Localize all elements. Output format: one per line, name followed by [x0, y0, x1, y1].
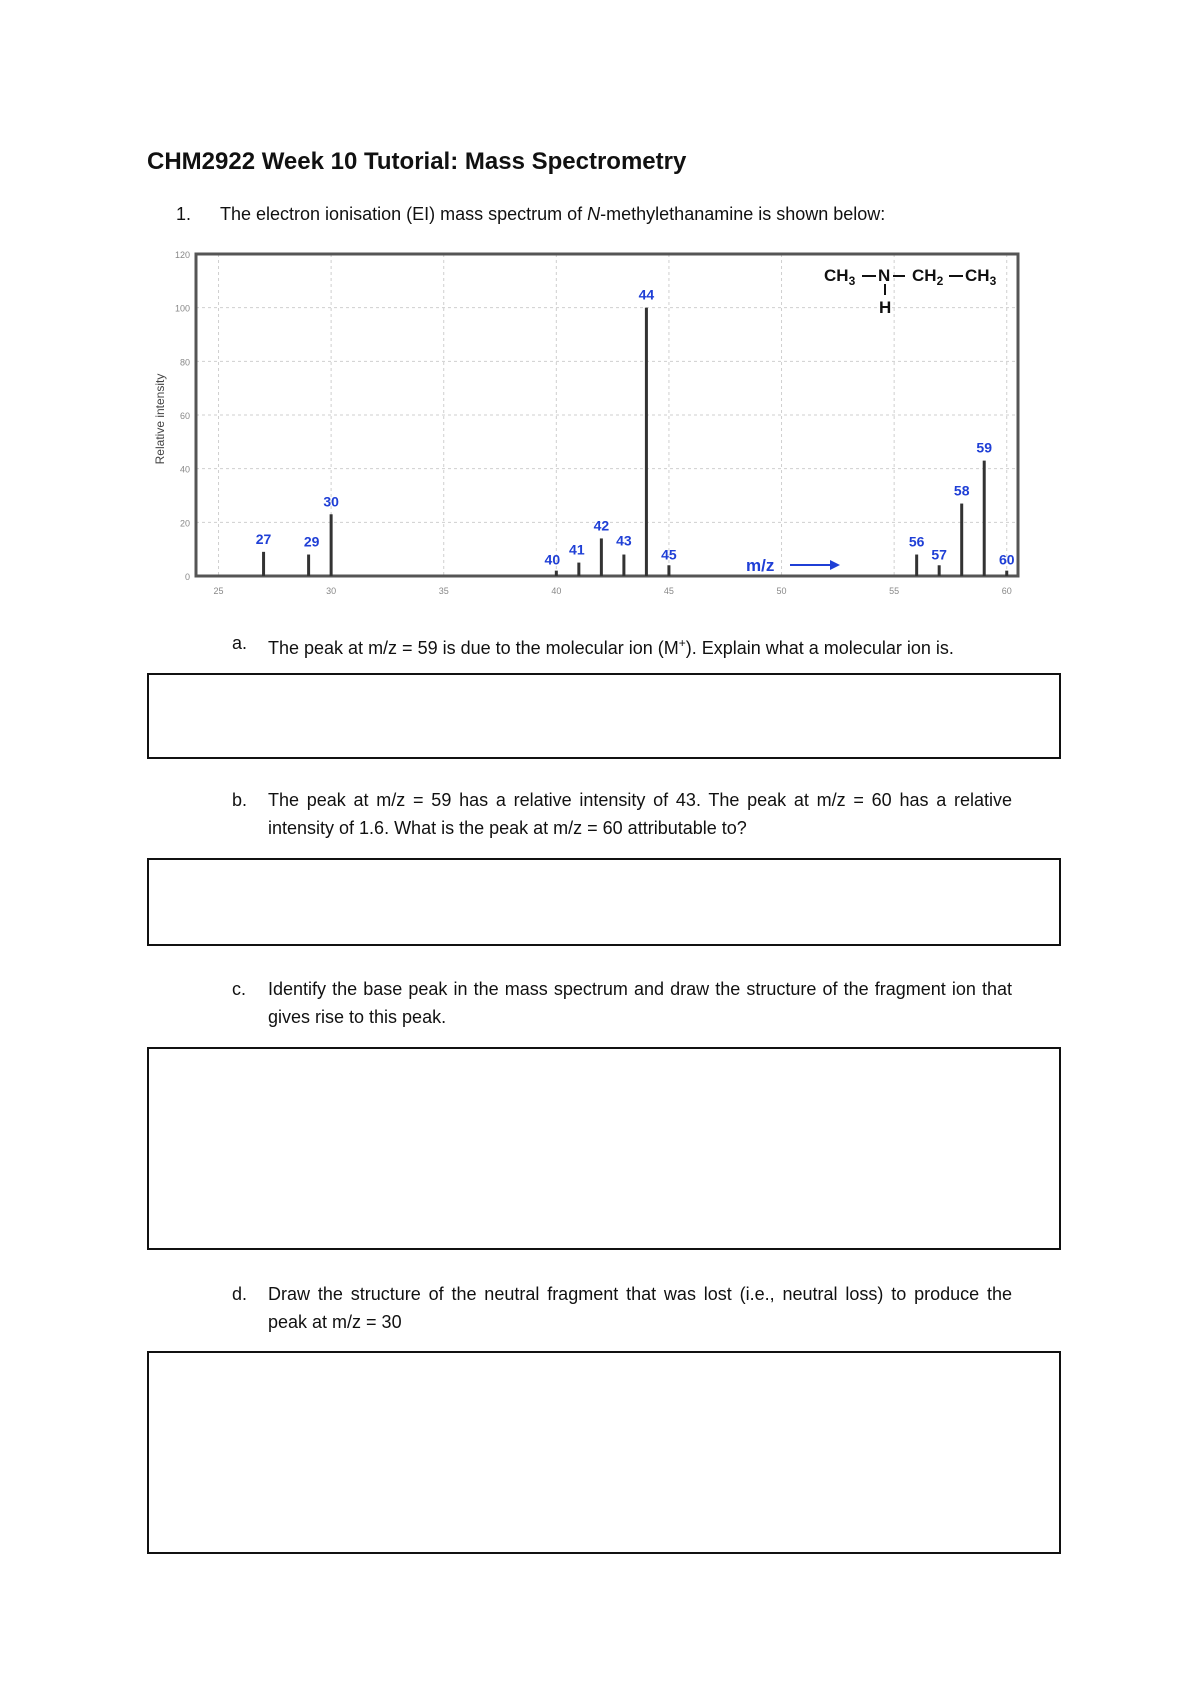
- structure-ch2: $CH_2$: [912, 266, 944, 288]
- y-tick-label: 0: [184, 572, 190, 582]
- x-tick-label: 25: [213, 586, 224, 596]
- peak-bar: [600, 538, 603, 576]
- y-tick-label: 80: [179, 357, 190, 368]
- peak-bar: [667, 565, 670, 576]
- peak-bar: [330, 514, 333, 576]
- answer-box-b[interactable]: [147, 858, 1061, 946]
- subquestion-a-superscript: +: [678, 636, 686, 650]
- peak-label: 60: [998, 551, 1015, 568]
- answer-box-a[interactable]: [147, 673, 1061, 759]
- structure-h: H: [879, 298, 892, 317]
- subquestion-letter: a.: [232, 633, 248, 653]
- subquestion-letter: b.: [232, 790, 248, 810]
- question-text: [220, 204, 885, 225]
- subquestion-text: The peak at m/z = 59 has a relative intensity of 43. The peak at m/z = 60 has a relative intensity of 1.6. What is the peak at m/z = 60 attributable to?: [268, 790, 1012, 838]
- y-axis-ticks: [175, 250, 190, 582]
- peak-label: 27: [255, 530, 272, 547]
- mz-arrow-head: [830, 560, 840, 570]
- peak-bar: [555, 571, 558, 576]
- structure-ch3-right: $CH_3$: [965, 266, 997, 288]
- peak-bar: [262, 552, 265, 576]
- x-tick-label: 50: [776, 586, 787, 596]
- subquestion-a-text-after: ). Explain what a molecular ion is.: [685, 638, 954, 658]
- y-tick-label: 120: [174, 250, 190, 260]
- subquestion-letter: c.: [232, 979, 247, 999]
- x-axis-label: m/z: [746, 556, 775, 575]
- subquestion-text: Draw the structure of the neutral fragment that was lost (i.e., neutral loss) to produce the peak at m/z = 30: [268, 1284, 1012, 1332]
- x-tick-label: 60: [1001, 586, 1012, 596]
- question-text-before: The electron ionisation (EI) mass spectrum of: [220, 204, 588, 224]
- peak-label: 41: [569, 541, 585, 558]
- answer-box-d[interactable]: [147, 1351, 1061, 1554]
- peak-bar: [915, 555, 918, 576]
- peak-label: 44: [638, 286, 655, 303]
- peak-label: 43: [616, 532, 632, 549]
- y-tick-label: 40: [179, 464, 190, 475]
- x-axis-ticks: [214, 586, 1012, 596]
- structure-ch3-left: $CH_3$: [824, 266, 856, 288]
- peak-label: 58: [953, 482, 970, 499]
- peak-bar: [577, 563, 580, 576]
- peak-bar: [307, 555, 310, 576]
- question-text-italic: N: [587, 204, 601, 224]
- answer-box-c[interactable]: [147, 1047, 1061, 1250]
- subquestion-text: [268, 629, 1012, 662]
- peak-bar: [645, 308, 648, 576]
- peak-label: 30: [323, 493, 339, 510]
- peak-bar: [622, 555, 625, 576]
- subquestion-a-text-before: The peak at m/z = 59 is due to the molecular ion (M: [268, 638, 679, 658]
- page-title: CHM2922 Week 10 Tutorial: Mass Spectrometry: [147, 148, 687, 175]
- mass-spectrum-chart: [150, 244, 1030, 604]
- y-axis-label: Relative intensity: [153, 373, 167, 465]
- peak-bar: [938, 565, 941, 576]
- y-tick-label: 60: [179, 411, 190, 421]
- peak-label: 56: [908, 533, 925, 550]
- structure-n: N: [878, 266, 891, 285]
- peak-label: 57: [931, 546, 947, 563]
- x-tick-label: 55: [889, 586, 900, 596]
- chart-peak-labels: [256, 287, 1015, 568]
- question-text-after: -methylethanamine is shown below:: [600, 204, 886, 224]
- peak-bar: [960, 504, 963, 576]
- peak-label: 59: [976, 439, 993, 456]
- peak-bar: [1005, 571, 1008, 576]
- peak-label: 45: [661, 546, 677, 563]
- peak-label: 42: [593, 517, 610, 534]
- subquestion-letter: d.: [232, 1284, 248, 1304]
- y-tick-label: 100: [174, 303, 190, 314]
- x-tick-label: 35: [438, 586, 449, 596]
- subquestion-text: Identify the base peak in the mass spectrum and draw the structure of the fragment ion that gives rise to this peak.: [268, 979, 1012, 1027]
- x-tick-label: 30: [326, 586, 337, 596]
- question-number: 1.: [176, 204, 192, 224]
- peak-bar: [983, 461, 986, 576]
- peak-label: 29: [303, 533, 320, 550]
- chart-bars: [262, 308, 1008, 576]
- peak-label: 40: [544, 551, 561, 568]
- molecule-structure: [824, 266, 997, 317]
- y-tick-label: 20: [179, 518, 190, 529]
- x-tick-label: 45: [663, 586, 674, 596]
- x-tick-label: 40: [551, 586, 562, 596]
